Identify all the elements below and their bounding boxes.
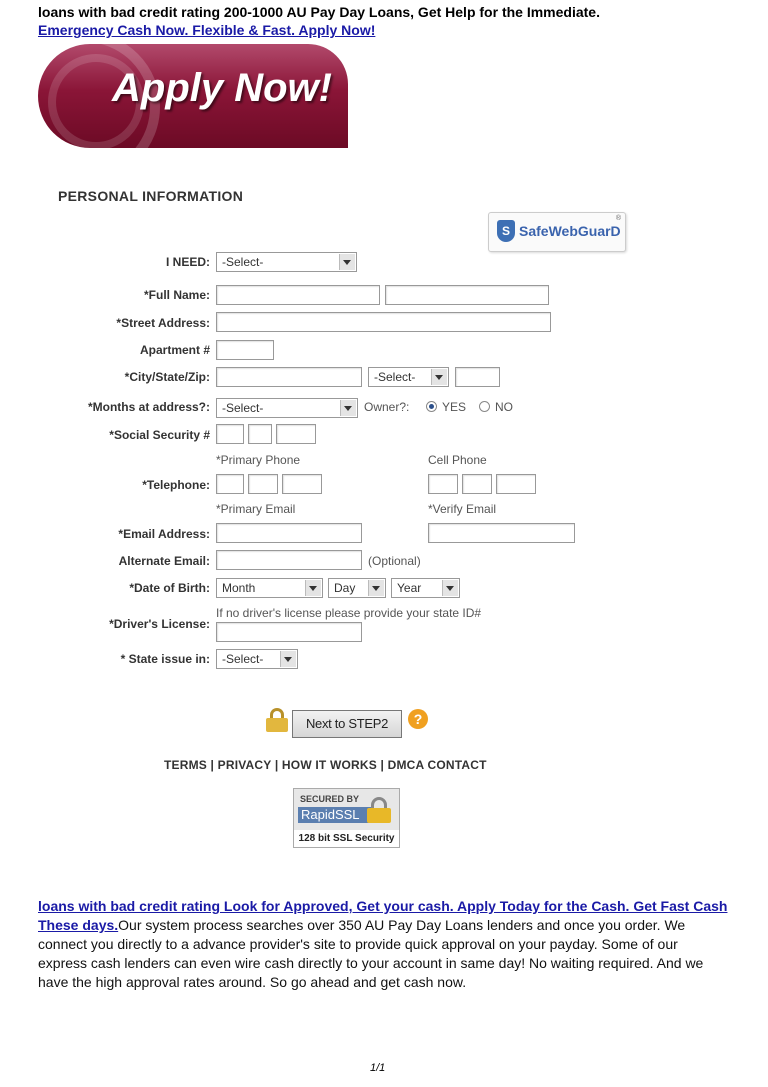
i-need-label: I NEED:: [165, 255, 210, 269]
state-issue-value: -Select-: [222, 652, 264, 666]
first-name-input[interactable]: [216, 285, 380, 305]
email-label: *Email Address:: [118, 527, 210, 541]
lock-icon: [365, 797, 393, 823]
article-paragraph: [38, 897, 730, 992]
owner-yes-label: YES: [442, 400, 467, 414]
alternate-email-label: Alternate Email:: [118, 554, 210, 568]
dob-year-select[interactable]: [391, 578, 460, 598]
cell-phone-hint: Cell Phone: [428, 453, 487, 467]
ssn-part1-input[interactable]: [216, 424, 244, 444]
full-name-label: *Full Name:: [143, 288, 210, 302]
secured-by-label: SECURED BY: [300, 794, 360, 804]
apartment-label: Apartment #: [139, 343, 210, 357]
apartment-input[interactable]: [216, 340, 274, 360]
owner-yes-radio[interactable]: [426, 401, 437, 412]
owner-no-label: NO: [495, 400, 513, 414]
safewebguard-badge: [488, 212, 626, 252]
phone-area-input[interactable]: [216, 474, 244, 494]
telephone-label: *Telephone:: [142, 478, 210, 492]
dob-day-select[interactable]: [328, 578, 386, 598]
ssn-part2-input[interactable]: [248, 424, 272, 444]
chevron-down-icon: [368, 580, 384, 596]
lock-icon: [266, 708, 288, 732]
phone-prefix-input[interactable]: [248, 474, 278, 494]
article-link[interactable]: loans with bad credit rating Look for Approved, Get your cash. Apply Today for the Cash. Get Fast Cash These days.: [38, 898, 728, 933]
ssn-label: *Social Security #: [109, 428, 210, 442]
owner-label: Owner?:: [364, 400, 410, 414]
primary-email-hint: *Primary Email: [216, 502, 296, 516]
dob-year-value: Year: [397, 581, 422, 595]
city-state-zip-label: *City/State/Zip:: [124, 370, 210, 384]
apply-now-banner[interactable]: [38, 44, 348, 148]
months-value: -Select-: [222, 401, 264, 415]
drivers-license-input[interactable]: [216, 622, 362, 642]
next-step-button[interactable]: Next to STEP2: [292, 710, 402, 738]
dob-month-select[interactable]: [216, 578, 323, 598]
months-select[interactable]: [216, 398, 358, 418]
terms-link[interactable]: TERMS: [164, 758, 207, 772]
apply-now-label: Apply Now!: [112, 66, 332, 110]
drivers-license-label: *Driver's License:: [109, 617, 210, 631]
chevron-down-icon: [280, 651, 296, 667]
how-it-works-link[interactable]: HOW IT WORKS: [281, 758, 377, 772]
cell-prefix-input[interactable]: [462, 474, 492, 494]
ssl-bits-label: 128 bit SSL Security: [294, 830, 399, 847]
chevron-down-icon: [431, 369, 447, 385]
dob-label: *Date of Birth:: [129, 581, 210, 595]
dob-month-value: Month: [222, 581, 256, 595]
zip-input[interactable]: [455, 367, 500, 387]
street-address-label: *Street Address:: [116, 316, 210, 330]
emergency-cash-link[interactable]: Emergency Cash Now. Flexible & Fast. Apply Now!: [38, 22, 376, 38]
i-need-select[interactable]: [216, 252, 357, 272]
state-issue-select[interactable]: [216, 649, 298, 669]
section-title: PERSONAL INFORMATION: [58, 188, 244, 204]
street-address-input[interactable]: [216, 312, 551, 332]
alternate-email-input[interactable]: [216, 550, 362, 570]
rapidssl-brand: RapidSSL: [298, 807, 373, 823]
cell-line-input[interactable]: [496, 474, 536, 494]
optional-hint: (Optional): [368, 554, 421, 568]
months-at-address-label: *Months at address?:: [87, 400, 210, 414]
chevron-down-icon: [305, 580, 321, 596]
ssn-part3-input[interactable]: [276, 424, 316, 444]
state-value: -Select-: [374, 370, 416, 384]
i-need-value: -Select-: [222, 255, 264, 269]
last-name-input[interactable]: [385, 285, 549, 305]
state-select[interactable]: [368, 367, 449, 387]
cell-area-input[interactable]: [428, 474, 458, 494]
chevron-down-icon: [442, 580, 458, 596]
registered-icon: ®: [615, 215, 621, 222]
footer-links: TERMS | PRIVACY | HOW IT WORKS | DMCA CONTACT: [164, 758, 487, 772]
chevron-down-icon: [339, 254, 355, 270]
page-heading: loans with bad credit rating 200-1000 AU Pay Day Loans, Get Help for the Immediate.: [38, 4, 600, 20]
city-input[interactable]: [216, 367, 362, 387]
state-issue-label: * State issue in:: [120, 652, 210, 666]
privacy-link[interactable]: PRIVACY: [217, 758, 272, 772]
owner-no-radio[interactable]: [479, 401, 490, 412]
article-body: Our system process searches over 350 AU Pay Day Loans lenders and once you order. We connect you directly to a advance provider's site to provide quick approval on your payday. Some of our express cash lenders can even wire cash directly to your account in same day! No waiting required. And we have the high approval rates around. So go ahead and get cash now.: [38, 917, 704, 990]
chevron-down-icon: [340, 400, 356, 416]
primary-phone-hint: *Primary Phone: [216, 453, 301, 467]
verify-email-input[interactable]: [428, 523, 575, 543]
phone-line-input[interactable]: [282, 474, 322, 494]
primary-email-input[interactable]: [216, 523, 362, 543]
shield-icon: S: [497, 220, 515, 242]
badge-name: SafeWebGuarD: [519, 223, 621, 239]
license-hint: If no driver's license please provide your state ID#: [216, 606, 482, 620]
dmca-contact-link[interactable]: DMCA CONTACT: [387, 758, 487, 772]
help-icon[interactable]: ?: [408, 709, 428, 729]
page-number: 1/1: [370, 1062, 386, 1074]
rapidssl-seal: [293, 788, 400, 848]
dob-day-value: Day: [334, 581, 356, 595]
verify-email-hint: *Verify Email: [428, 502, 497, 516]
